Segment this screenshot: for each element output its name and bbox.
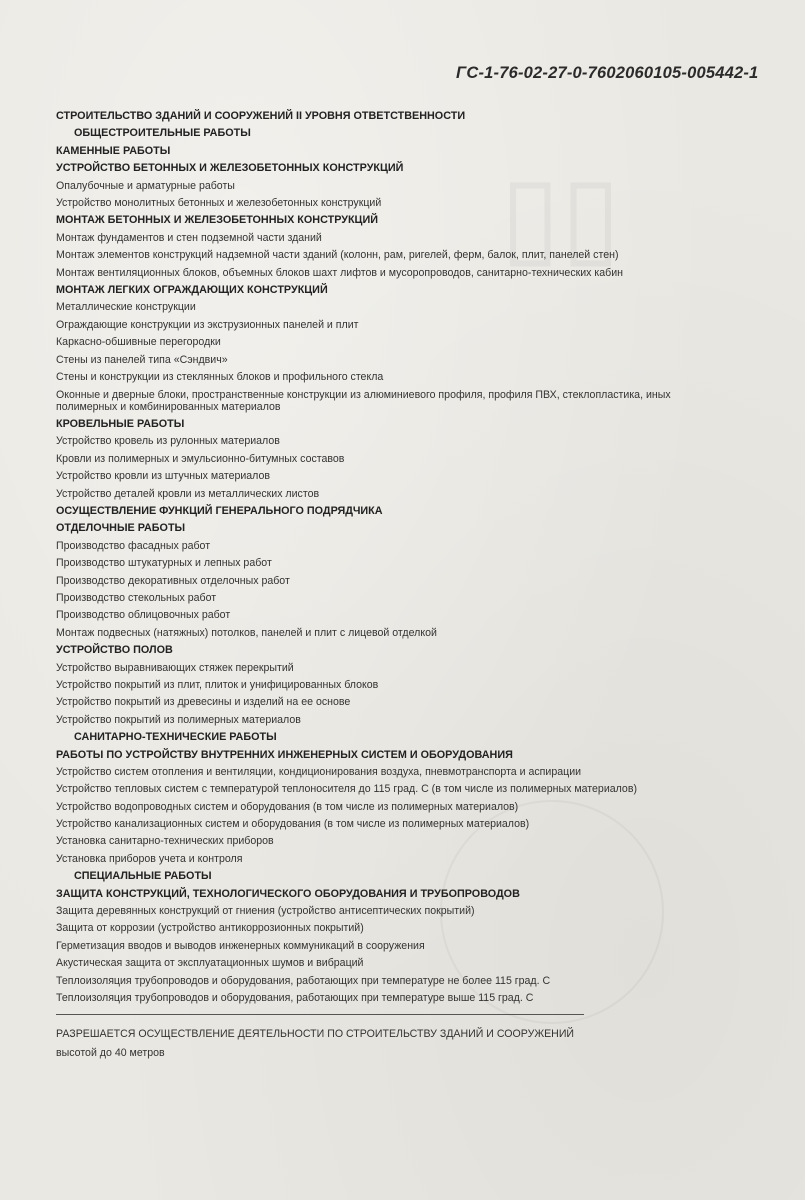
section-heading: МОНТАЖ БЕТОННЫХ И ЖЕЛЕЗОБЕТОННЫХ КОНСТРУКЦИЙ (56, 214, 378, 227)
divider-line (56, 1014, 584, 1015)
work-item: Производство фасадных работ (56, 539, 211, 552)
work-item: Оконные и дверные блоки, пространственные конструкции из алюминиевого профиля, профиля ПВХ, стеклопластика, иных полимерных и комбинированных материалов (56, 388, 671, 413)
work-item: Устройство выравнивающих стяжек перекрытий (56, 661, 294, 674)
license-work-list (56, 108, 756, 1063)
work-item: Монтаж подвесных (натяжных) потолков, панелей и плит с лицевой отделкой (56, 626, 437, 639)
work-item: Акустическая защита от эксплуатационных шумов и вибраций (56, 957, 364, 970)
work-item: Защита деревянных конструкций от гниения (устройство антисептических покрытий) (56, 905, 475, 918)
work-item: Устройство кровли из штучных материалов (56, 470, 271, 483)
footer-line-1: РАЗРЕШАЕТСЯ ОСУЩЕСТВЛЕНИЕ ДЕЯТЕЛЬНОСТИ ПО СТРОИТЕЛЬСТВУ ЗДАНИЙ И СООРУЖЕНИЙ (56, 1027, 575, 1040)
work-item: Монтаж вентиляционных блоков, объемных блоков шахт лифтов и мусоропроводов, санитарно-технических кабин (56, 266, 624, 279)
work-item: Защита от коррозии (устройство антикоррозионных покрытий) (56, 922, 364, 935)
work-item: Монтаж элементов конструкций надземной части зданий (колонн, рам, ригелей, ферм, балок, плит, панелей стен) (56, 249, 619, 262)
work-item: Устройство покрытий из древесины и изделий на ее основе (56, 696, 351, 709)
work-item: Установка санитарно-технических приборов (56, 835, 274, 848)
work-item: Устройство покрытий из плит, плиток и унифицированных блоков (56, 679, 379, 691)
section-heading: МОНТАЖ ЛЕГКИХ ОГРАЖДАЮЩИХ КОНСТРУКЦИЙ (56, 284, 328, 297)
section-heading: РАБОТЫ ПО УСТРОЙСТВУ ВНУТРЕННИХ ИНЖЕНЕРНЫХ СИСТЕМ И ОБОРУДОВАНИЯ (56, 748, 513, 761)
work-item: Устройство кровель из рулонных материалов (56, 435, 280, 448)
section-heading: ОСУЩЕСТВЛЕНИЕ ФУНКЦИЙ ГЕНЕРАЛЬНОГО ПОДРЯДЧИКА (56, 504, 383, 517)
section-heading: УСТРОЙСТВО БЕТОННЫХ И ЖЕЛЕЗОБЕТОННЫХ КОНСТРУКЦИЙ (56, 162, 404, 175)
work-item: Герметизация вводов и выводов инженерных коммуникаций в сооружения (56, 939, 425, 952)
work-item: Производство декоративных отделочных работ (56, 574, 290, 587)
work-item: Производство стекольных работ (56, 591, 217, 604)
section-heading: КРОВЕЛЬНЫЕ РАБОТЫ (56, 417, 185, 430)
work-item: Опалубочные и арматурные работы (56, 179, 235, 192)
document-number: ГС-1-76-02-27-0-7602060105-005442-1 (456, 64, 759, 82)
work-item: Устройство водопроводных систем и оборудования (в том числе из полимерных материалов) (56, 800, 519, 813)
category-heading: ОБЩЕСТРОИТЕЛЬНЫЕ РАБОТЫ (74, 127, 251, 140)
work-item: Производство штукатурных и лепных работ (56, 557, 272, 570)
footer-statement (56, 1025, 756, 1063)
work-item: Устройство монолитных бетонных и железобетонных конструкций (56, 197, 382, 210)
work-item: Кровли из полимерных и эмульсионно-битумных составов (56, 452, 345, 465)
work-lines (56, 108, 756, 1008)
work-item: Стены и конструкции из стеклянных блоков и профильного стекла (56, 371, 384, 384)
work-item: Производство облицовочных работ (56, 609, 231, 622)
work-item: Устройство покрытий из полимерных материалов (56, 713, 301, 726)
work-item: Устройство деталей кровли из металлических листов (56, 487, 320, 500)
work-item: Устройство тепловых систем с температурой теплоносителя до 115 град. С (в том числе из полимерных материалов) (56, 783, 637, 796)
section-heading: КАМЕННЫЕ РАБОТЫ (56, 144, 171, 157)
work-item: Ограждающие конструкции из экструзионных панелей и плит (56, 318, 359, 331)
section-heading: СТРОИТЕЛЬСТВО ЗДАНИЙ И СООРУЖЕНИЙ II УРОВНЯ ОТВЕТСТВЕННОСТИ (56, 110, 466, 122)
work-item: Теплоизоляция трубопроводов и оборудования, работающих при температуре выше 115 град. С (56, 992, 534, 1005)
footer-line-2: высотой до 40 метров (56, 1046, 165, 1059)
work-item: Металлические конструкции (56, 301, 196, 314)
section-heading: ОТДЕЛОЧНЫЕ РАБОТЫ (56, 522, 186, 535)
work-item: Установка приборов учета и контроля (56, 852, 243, 865)
work-item: Теплоизоляция трубопроводов и оборудования, работающих при температуре не более 115 град. С (56, 974, 551, 987)
section-heading: УСТРОЙСТВО ПОЛОВ (56, 644, 173, 657)
work-item: Стены из панелей типа «Сэндвич» (56, 353, 228, 366)
section-heading: ЗАЩИТА КОНСТРУКЦИЙ, ТЕХНОЛОГИЧЕСКОГО ОБОРУДОВАНИЯ И ТРУБОПРОВОДОВ (56, 887, 520, 900)
work-item: Устройство систем отопления и вентиляции, кондиционирования воздуха, пневмотранспорта и аспирации (56, 766, 582, 779)
work-item: Монтаж фундаментов и стен подземной части зданий (56, 231, 322, 244)
work-item: Устройство канализационных систем и оборудования (в том числе из полимерных материалов) (56, 818, 530, 831)
category-heading: СПЕЦИАЛЬНЫЕ РАБОТЫ (74, 870, 212, 883)
work-item: Каркасно-обшивные перегородки (56, 336, 221, 349)
category-heading: САНИТАРНО-ТЕХНИЧЕСКИЕ РАБОТЫ (74, 731, 277, 744)
